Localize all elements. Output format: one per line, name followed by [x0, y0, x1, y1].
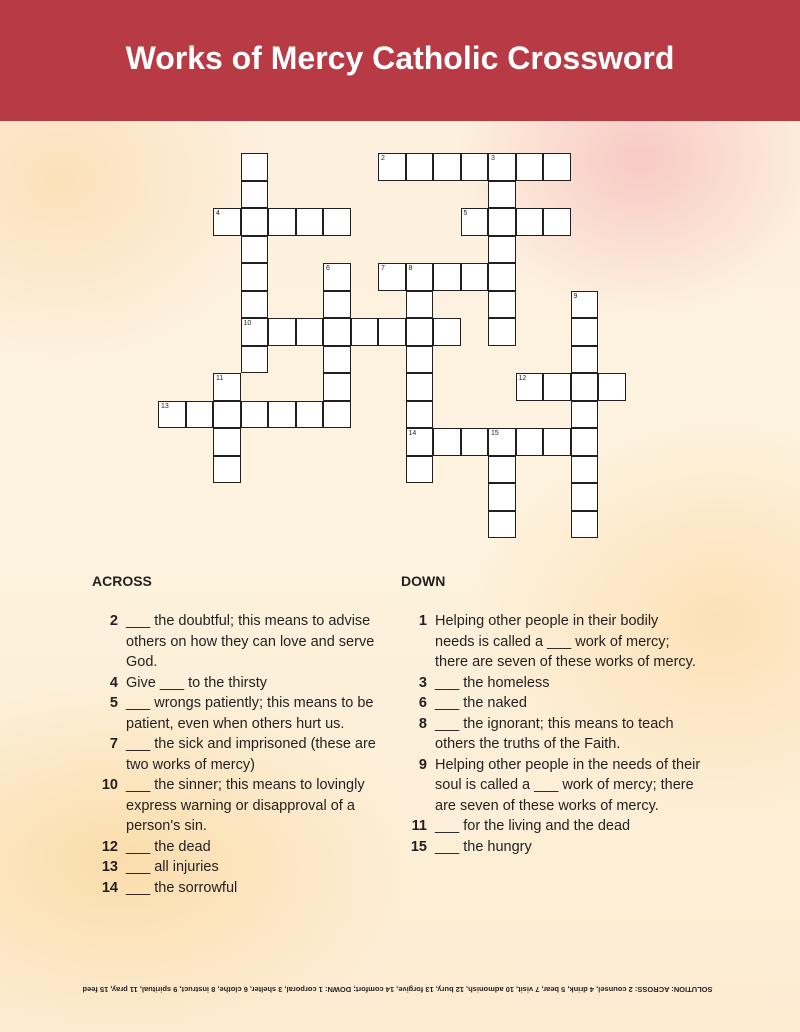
grid-cell[interactable]: [296, 208, 324, 236]
clue-text: Helping other people in their bodily needs is called a ___ work of mercy; there are seven of these works of mercy.: [435, 613, 696, 670]
grid-cell[interactable]: [571, 291, 599, 319]
cell-number: 10: [243, 320, 252, 327]
grid-cell[interactable]: [516, 373, 544, 401]
down-clue-list: [401, 611, 701, 857]
down-clue: [401, 611, 701, 673]
across-clue: [92, 837, 382, 858]
across-heading: ACROSS: [92, 573, 152, 589]
clue-number: 5: [109, 695, 118, 711]
down-clue: [401, 816, 701, 837]
clue-number: 10: [101, 777, 118, 793]
clue-number: 6: [418, 695, 427, 711]
grid-cell[interactable]: [323, 208, 351, 236]
grid-cell[interactable]: [461, 208, 489, 236]
clue-text: ___ the dead: [126, 838, 211, 855]
cell-number: 6: [326, 265, 330, 272]
grid-cell[interactable]: [213, 373, 241, 401]
down-clue: [401, 673, 701, 694]
grid-cell[interactable]: [406, 291, 434, 319]
cell-number: 7: [381, 265, 385, 272]
grid-cell[interactable]: [241, 181, 269, 209]
grid-cell[interactable]: [571, 318, 599, 346]
grid-cell[interactable]: [406, 373, 434, 401]
grid-cell[interactable]: [323, 318, 351, 346]
across-clue: [92, 693, 382, 734]
grid-cell[interactable]: [543, 208, 571, 236]
grid-cell[interactable]: [571, 511, 599, 539]
grid-cell[interactable]: [213, 208, 241, 236]
grid-cell[interactable]: [488, 181, 516, 209]
grid-cell[interactable]: [488, 483, 516, 511]
clue-number: 8: [418, 715, 427, 732]
grid-cell[interactable]: [406, 428, 434, 456]
grid-cell[interactable]: [213, 428, 241, 456]
grid-cell[interactable]: [378, 318, 406, 346]
grid-cell[interactable]: [433, 428, 461, 456]
down-clue: [401, 755, 701, 817]
clue-number: 7: [109, 736, 118, 752]
grid-cell[interactable]: [323, 373, 351, 401]
grid-cell[interactable]: [543, 153, 571, 181]
grid-cell[interactable]: [516, 208, 544, 236]
grid-cell[interactable]: [213, 401, 241, 429]
clue-text: Helping other people in the needs of their soul is called a ___ work of mercy; there are seven of these works of mercy.: [435, 756, 701, 814]
clue-number: 4: [109, 674, 118, 691]
grid-cell[interactable]: [433, 153, 461, 181]
cell-number: 4: [216, 210, 220, 217]
grid-cell[interactable]: [543, 428, 571, 456]
cell-number: 2: [381, 155, 385, 162]
grid-cell[interactable]: [571, 373, 599, 401]
down-clue: [401, 837, 701, 858]
grid-cell[interactable]: [241, 263, 269, 291]
grid-cell[interactable]: [406, 346, 434, 374]
cell-number: 13: [161, 402, 169, 410]
clue-text: Give ___ to the thirsty: [126, 674, 268, 691]
grid-cell[interactable]: [268, 208, 296, 236]
cell-number: 15: [491, 430, 499, 437]
grid-cell[interactable]: [406, 401, 434, 429]
grid-cell[interactable]: [241, 401, 269, 429]
grid-cell[interactable]: [516, 428, 544, 456]
grid-cell[interactable]: [241, 346, 269, 374]
grid-cell[interactable]: [268, 318, 296, 346]
grid-cell[interactable]: [241, 208, 269, 236]
grid-cell[interactable]: [406, 318, 434, 346]
clue-number: 14: [101, 879, 118, 896]
grid-cell[interactable]: [406, 456, 434, 484]
grid-cell[interactable]: [433, 318, 461, 346]
cell-number: 5: [463, 210, 468, 217]
grid-cell[interactable]: [488, 318, 516, 346]
solution-text: SOLUTION: ACROSS: 2 counsel, 4 drink, 5 bear, 7 visit, 10 admonish, 12 bury, 13 forgive, 14 comfort; DOWN: 1 corporal, 3 shelter, 6 clothe, 8 instruct, 9 spiritual, 11 pray, 15 feed: [82, 985, 713, 994]
down-heading: DOWN: [401, 573, 446, 589]
grid-cell[interactable]: [351, 318, 379, 346]
grid-cell[interactable]: [571, 483, 599, 511]
grid-cell[interactable]: [488, 428, 516, 456]
grid-cell[interactable]: [323, 401, 351, 429]
clue-text: ___ the sinner; this means to lovingly express warning or disapproval of a person's sin.: [126, 777, 365, 834]
grid-cell[interactable]: [516, 153, 544, 181]
clue-text: ___ the homeless: [435, 674, 550, 691]
page-title: Works of Mercy Catholic Crossword: [125, 40, 675, 76]
grid-cell[interactable]: [241, 318, 269, 346]
grid-cell[interactable]: [186, 401, 214, 429]
grid-cell[interactable]: [296, 318, 324, 346]
grid-cell[interactable]: [488, 208, 516, 236]
grid-cell[interactable]: [488, 153, 516, 181]
clue-number: 2: [109, 613, 118, 629]
across-clue: [92, 775, 382, 837]
grid-cell[interactable]: [323, 291, 351, 319]
grid-cell[interactable]: [461, 428, 489, 456]
grid-cell[interactable]: [158, 401, 186, 429]
across-clue: [92, 878, 382, 899]
clue-text: ___ the sick and imprisoned (these are two works of mercy): [126, 736, 376, 773]
grid-cell[interactable]: [323, 346, 351, 374]
down-clue: [401, 693, 701, 714]
grid-cell[interactable]: [571, 346, 599, 374]
grid-cell[interactable]: [461, 263, 489, 291]
clue-text: ___ for the living and the dead: [435, 818, 631, 834]
across-clue-list: [92, 611, 382, 898]
grid-cell[interactable]: [488, 456, 516, 484]
grid-cell[interactable]: [296, 401, 324, 429]
cell-number: 14: [408, 430, 417, 437]
grid-cell[interactable]: [213, 456, 241, 484]
clue-text: ___ all injuries: [126, 859, 219, 875]
grid-cell[interactable]: [433, 263, 461, 291]
grid-cell[interactable]: [488, 236, 516, 264]
across-clue: [92, 673, 382, 694]
across-clue: [92, 857, 382, 878]
grid-cell[interactable]: [406, 153, 434, 181]
clue-number: 12: [101, 838, 118, 855]
grid-cell[interactable]: [571, 401, 599, 429]
grid-cell[interactable]: [598, 373, 626, 401]
grid-cell[interactable]: [378, 263, 406, 291]
grid-cell[interactable]: [488, 291, 516, 319]
down-clue: [401, 714, 701, 755]
cell-number: 9: [573, 292, 578, 300]
clue-number: 3: [418, 674, 427, 691]
clue-number: 1: [418, 613, 427, 629]
clue-text: ___ wrongs patiently; this means to be patient, even when others hurt us.: [126, 695, 374, 732]
clue-text: ___ the naked: [435, 695, 527, 711]
across-clue: [92, 611, 382, 673]
grid-cell[interactable]: [241, 291, 269, 319]
clue-text: ___ the doubtful; this means to advise others on how they can love and serve God.: [126, 613, 375, 670]
cell-number: 8: [408, 265, 413, 272]
cell-number: 12: [518, 375, 527, 382]
grid-cell[interactable]: [268, 401, 296, 429]
clue-number: 13: [101, 859, 118, 875]
grid-cell[interactable]: [488, 511, 516, 539]
grid-cell[interactable]: [461, 153, 489, 181]
cell-number: 3: [491, 155, 495, 162]
cell-number: 11: [216, 375, 224, 382]
grid-cell[interactable]: [543, 373, 571, 401]
grid-cell[interactable]: [378, 153, 406, 181]
clue-number: 15: [410, 838, 427, 855]
grid-cell[interactable]: [406, 263, 434, 291]
grid-cell[interactable]: [241, 153, 269, 181]
grid-cell[interactable]: [241, 236, 269, 264]
grid-cell[interactable]: [571, 456, 599, 484]
clue-text: ___ the sorrowful: [126, 879, 238, 896]
grid-cell[interactable]: [488, 263, 516, 291]
grid-cell[interactable]: [571, 428, 599, 456]
across-clue: [92, 734, 382, 775]
clue-number: 11: [411, 818, 427, 834]
clue-text: ___ the hungry: [435, 838, 532, 855]
clue-text: ___ the ignorant; this means to teach others the truths of the Faith.: [435, 715, 674, 752]
clue-number: 9: [418, 756, 427, 773]
grid-cell[interactable]: [323, 263, 351, 291]
